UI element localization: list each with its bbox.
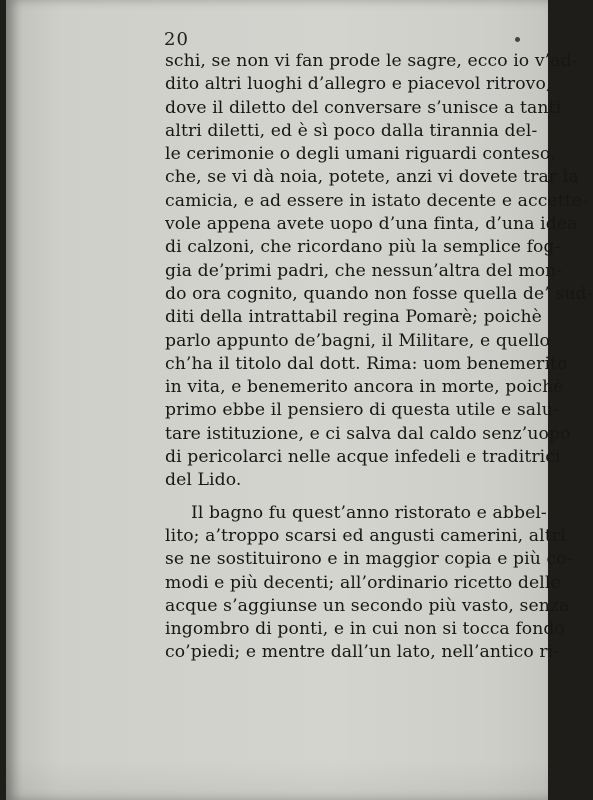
text-line: modi e più decenti; all’ordinario ricetto delle: [165, 572, 561, 593]
body-text: [165, 50, 593, 665]
text-line: di calzoni, che ricordano più la semplice fog-: [165, 237, 561, 258]
text-line: in vita, e benemerito ancora in morte, poichè: [165, 377, 564, 398]
text-line: camicia, e ad essere in istato decente e accette-: [165, 190, 588, 211]
text-line: acque s’aggiunse un secondo più vasto, senza: [165, 595, 570, 616]
page-shadow: [6, 760, 548, 800]
paragraph-gap: [165, 493, 511, 502]
text-line: schi, se non vi fan prode le sagre, ecco io v’ad-: [165, 51, 578, 71]
paragraph: [165, 502, 573, 665]
text-line: tare istituzione, e ci salva dal caldo senz’uopo: [165, 423, 571, 444]
text-line: primo ebbe il pensiero di questa utile e salu-: [165, 400, 559, 421]
text-line: di pericolarci nelle acque infedeli e traditrici: [165, 447, 561, 468]
text-line: dito altri luoghi d’allegro e piacevol ritrovo,: [165, 74, 552, 95]
text-line: Il bagno fu quest’anno ristorato e abbel-: [191, 502, 547, 523]
text-line: altri diletti, ed è sì poco dalla tirannia del-: [165, 120, 538, 141]
text-line: diti della intrattabil regina Pomarè; poichè: [165, 307, 542, 328]
text-line: do ora cognito, quando non fosse quella de’ sud-: [165, 283, 593, 304]
text-line: gia de’primi padri, che nessun’altra del mon-: [165, 260, 563, 281]
text-line: co’piedi; e mentre dall’un lato, nell’antico ri-: [165, 642, 560, 663]
text-line: parlo appunto de’bagni, il Militare, e quello: [165, 330, 550, 351]
text-line: del Lido.: [165, 470, 242, 491]
text-line: dove il diletto del conversare s’unisce a tanti: [165, 97, 562, 118]
page-number: 20: [164, 29, 189, 50]
text-line: che, se vi dà noia, potete, anzi vi dovete trar la: [165, 167, 579, 188]
book-page: [6, 0, 593, 800]
text-line: le cerimonie o degli umani riguardi conteso,: [165, 144, 556, 165]
text-line: se ne sostituirono e in maggior copia e più co-: [165, 549, 573, 570]
text-line: ch’ha il titolo dal dott. Rima: uom benemerito: [165, 353, 568, 374]
paragraph: [165, 50, 593, 493]
text-line: vole appena avete uopo d’una finta, d’una idea: [165, 214, 578, 235]
text-line: lito; a’troppo scarsi ed angusti camerini, altri: [165, 525, 566, 546]
text-line: ingombro di ponti, e in cui non si tocca fondo: [165, 619, 565, 640]
print-mark: [515, 37, 520, 42]
